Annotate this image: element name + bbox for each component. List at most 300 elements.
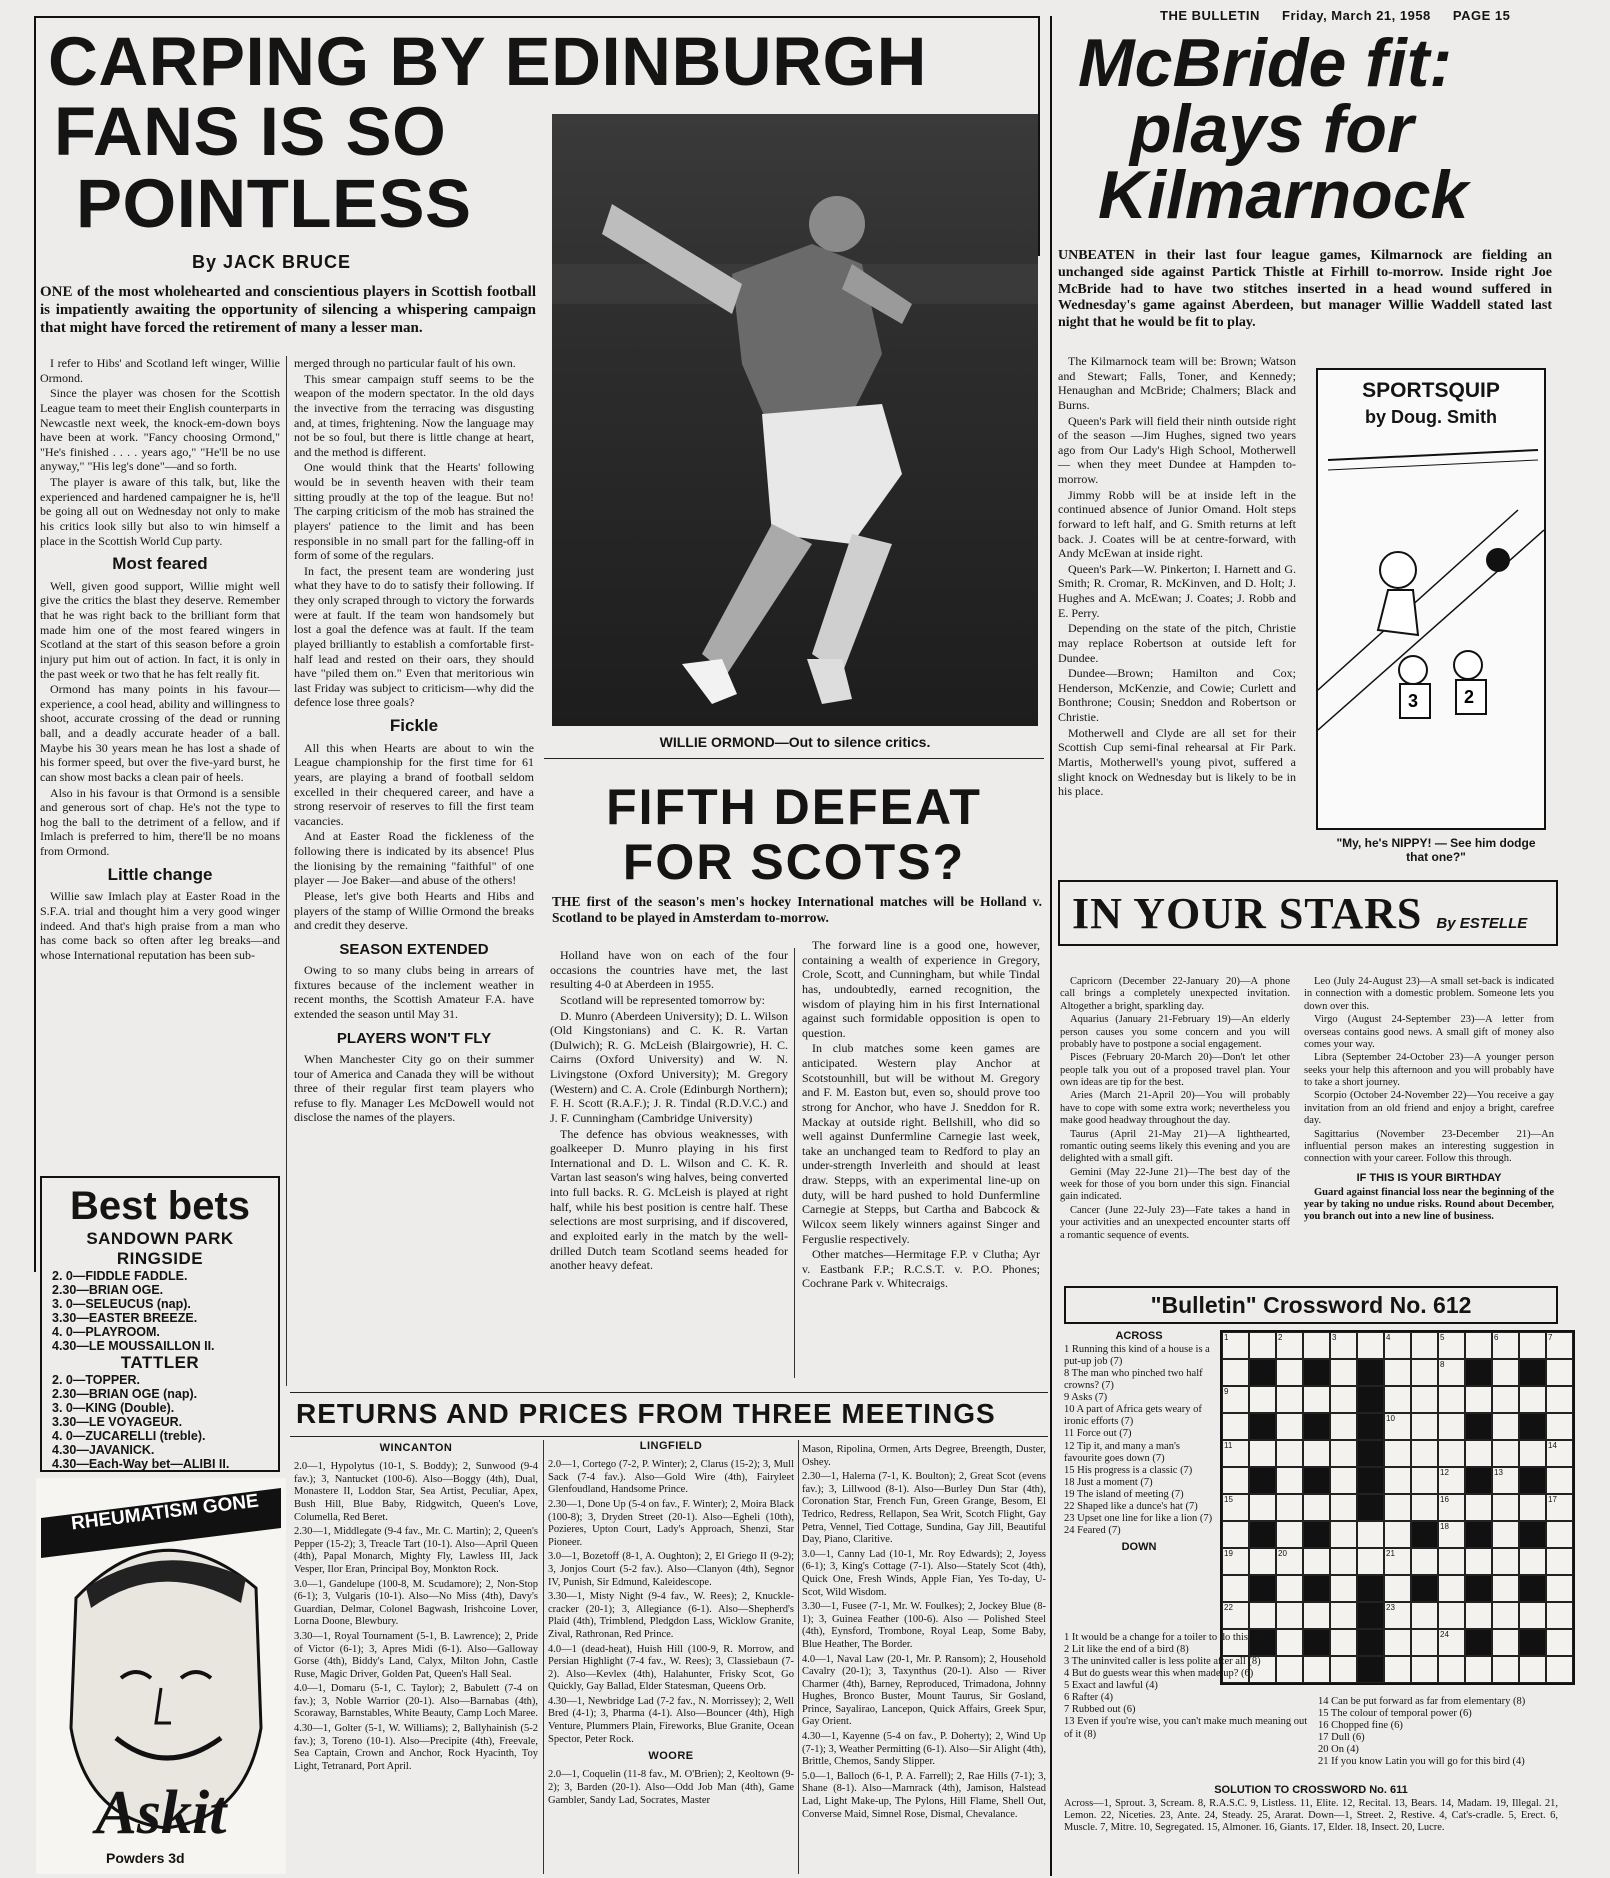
- crossword-cell[interactable]: [1249, 1440, 1276, 1467]
- horoscope: Pisces (February 20-March 20)—Don't let other people talk you out of a proposed travel plan. Your own ideas are tip for the best.: [1060, 1052, 1290, 1088]
- crossword-cell[interactable]: [1222, 1494, 1249, 1521]
- crossword-clue-number: 16: [1440, 1495, 1449, 1504]
- crossword-cell[interactable]: [1330, 1629, 1357, 1656]
- crossword-cell[interactable]: [1438, 1629, 1465, 1656]
- crossword-cell[interactable]: [1438, 1332, 1465, 1359]
- lead-paragraph: Please, let's give both Hearts and Hibs and players of the stamp of Willie Ormond the breaks and credit they deserve.: [294, 888, 534, 933]
- crossword-black-square: [1357, 1413, 1384, 1440]
- race-result: 3.0—1, Bozetoff (8-1, A. Oughton); 2, El Griego II (9-2); 3, Jonjos Court (5-2 fav.). Also—Clanyon (4th), Segnor IV, Punish, Sir Edmund, Kaleidescope.: [548, 1551, 794, 1588]
- down-clue: 4 But do guests wear this when made up? (6): [1064, 1668, 1254, 1680]
- tip: 3.30—LE VOYAGEUR.: [52, 1415, 183, 1429]
- lead-paragraph: All this when Hearts are about to win the League championship for the first time for 61 years, are playing a brand of football seldom excelled in their chequered career, and have a strong reservoir of reserves to fill the first team vacancies.: [294, 740, 534, 828]
- crossword-cell[interactable]: [1492, 1656, 1519, 1683]
- mcbride-line-3: Kilmarnock: [1098, 157, 1469, 233]
- crossword-cell[interactable]: [1411, 1602, 1438, 1629]
- crossword-cell[interactable]: [1384, 1413, 1411, 1440]
- crossword-cell[interactable]: [1546, 1359, 1573, 1386]
- sportsquip-caption: "My, he's NIPPY! — See him dodge that one?": [1336, 836, 1536, 864]
- crossword-cell[interactable]: [1330, 1413, 1357, 1440]
- stars-right-column: [1304, 976, 1554, 1225]
- tip: 4.30—Each-Way bet—ALIBI II.: [52, 1457, 230, 1471]
- crossword-cell[interactable]: [1546, 1656, 1573, 1683]
- crossword-cell[interactable]: [1519, 1656, 1546, 1683]
- crossword-cell[interactable]: [1222, 1413, 1249, 1440]
- askit-footer: Powders 3d: [106, 1850, 185, 1866]
- crossword-cell[interactable]: [1330, 1332, 1357, 1359]
- crossword-cell[interactable]: [1492, 1494, 1519, 1521]
- crossword-cell[interactable]: [1276, 1467, 1303, 1494]
- race-result: 4.30—1, Golter (5-1, W. Williams); 2, Ballyhainish (5-2 fav.); 3, Toreno (10-1). Also—Precipite (4th), Freevale, Sea Captain, Crown and Anchor, Rock Hyacinth, Toy Light, Tetranard, Port April.: [294, 1723, 538, 1772]
- down-clue: 6 Rafter (4): [1064, 1692, 1113, 1704]
- crossword-cell[interactable]: [1303, 1440, 1330, 1467]
- best-bets-title: Best bets: [69, 1184, 251, 1228]
- crossword-cell[interactable]: [1357, 1332, 1384, 1359]
- crossword-black-square: [1249, 1521, 1276, 1548]
- masthead: [1160, 8, 1550, 23]
- crossword-cell[interactable]: [1519, 1548, 1546, 1575]
- down-head: DOWN: [1121, 1541, 1157, 1553]
- race-result: 4.30—1, Kayenne (5-4 on fav., P. Doherty); 2, Wind Up (7-1); 3, Weather Permitting (6-1). Also—Sir Alight (4th), Brittle, Chemos, Sandy Slipper.: [802, 1731, 1046, 1768]
- race-result: 3.30—1, Fusee (7-1, Mr. W. Foulkes); 2, Jockey Blue (8-1); 3, Guinea Feather (100-6). Also — Polished Steel (4th), Eynsford, Trombone, Royal Leap, Some Baby, Blue Heather, The Border.: [802, 1601, 1046, 1650]
- horoscope: Scorpio (October 24-November 22)—You receive a gay invitation from an old friend and enjoy a bright, carefree day.: [1304, 1090, 1554, 1127]
- crossword-cell[interactable]: [1411, 1656, 1438, 1683]
- crossword-black-square: [1465, 1467, 1492, 1494]
- mcbride-paragraph: Depending on the state of the pitch, Christie may replace Robertson at outside left for Dundee.: [1058, 621, 1296, 665]
- crossword-cell[interactable]: [1438, 1386, 1465, 1413]
- crossword-cell[interactable]: [1438, 1656, 1465, 1683]
- lead-paragraph: And at Easter Road the fickleness of the following there is indicated by its absence! Plus the lionising by the remaining "faithful" of one player — Joe Baker—and abuse of the others!: [294, 829, 534, 888]
- crossword-black-square: [1519, 1359, 1546, 1386]
- crossword-black-square: [1303, 1413, 1330, 1440]
- lead-headline-2: [54, 93, 554, 170]
- sportsquip-cartoon: [1316, 368, 1546, 830]
- crossword-cell[interactable]: [1303, 1602, 1330, 1629]
- crossword-cell[interactable]: [1249, 1386, 1276, 1413]
- returns-headline: RETURNS AND PRICES FROM THREE MEETINGS: [296, 1398, 996, 1429]
- crossword-clues-left: [1064, 1328, 1214, 1555]
- crossword-cell[interactable]: [1411, 1413, 1438, 1440]
- crossword-cell[interactable]: [1276, 1602, 1303, 1629]
- crossword-cell[interactable]: [1384, 1494, 1411, 1521]
- column-rule: [798, 1440, 799, 1874]
- stars-byline: By ESTELLE: [1436, 915, 1528, 932]
- hockey-paragraph: Scotland will be represented tomorrow by:: [560, 992, 765, 1007]
- crossword-cell[interactable]: [1492, 1548, 1519, 1575]
- crossword-cell[interactable]: [1384, 1467, 1411, 1494]
- crossword-cell[interactable]: [1330, 1521, 1357, 1548]
- crossword-cell[interactable]: [1438, 1359, 1465, 1386]
- crossword-black-square: [1411, 1521, 1438, 1548]
- crossword-cell[interactable]: [1249, 1602, 1276, 1629]
- across-clue: 8 The man who pinched two half crowns? (7): [1064, 1368, 1203, 1392]
- crossword-clue-number: 3: [1332, 1333, 1337, 1342]
- crossword-cell[interactable]: [1384, 1575, 1411, 1602]
- down-clue: 7 Rubbed out (6): [1064, 1704, 1136, 1716]
- sportsquip-author: by Doug. Smith: [1365, 407, 1497, 427]
- race-result: 2.0—1, Coquelin (11-8 fav., M. O'Brien); 2, Keoltown (9-2); 3, Barden (20-1). Also—Odd Job Man (4th), Game Gambler, Sandy Lad, Socrates, Master: [548, 1769, 794, 1806]
- crossword-title-box: [1064, 1286, 1558, 1324]
- down-clue: 13 Even if you're wise, you can't make much meaning out of it (8): [1064, 1716, 1308, 1740]
- crossword-cell[interactable]: [1546, 1575, 1573, 1602]
- lead-paragraph: Since the player was chosen for the Scottish League team to meet their English counterparts in Newcastle next week, the knock-em-down boys have been at work. "Fancy choosing Ormond," "He's finished . . . . years ago," "He'll be no use anyway," "His leg's done"—and so forth.: [40, 386, 280, 474]
- across-clue: 18 Just a moment (7): [1064, 1476, 1153, 1488]
- crossword-clue-number: 20: [1278, 1549, 1287, 1558]
- crossword-cell[interactable]: [1411, 1332, 1438, 1359]
- birthday-head: IF THIS IS YOUR BIRTHDAY: [1356, 1171, 1502, 1184]
- crossword-cell[interactable]: [1222, 1467, 1249, 1494]
- horoscope: Cancer (June 22-July 23)—Fate takes a hand in your activities and an unexpected encounter starts off a romantic sequence of events.: [1060, 1204, 1290, 1241]
- crossword-cell[interactable]: [1492, 1575, 1519, 1602]
- crossword-black-square: [1303, 1521, 1330, 1548]
- across-head: ACROSS: [1115, 1330, 1163, 1342]
- season-extended-text: Owing to so many clubs being in arrears of fixtures because of the inclement weather in recent months, the Scottish Amateur F.A. have extended the season until May 31.: [294, 963, 534, 1022]
- crossword-black-square: [1357, 1494, 1384, 1521]
- crossword-cell[interactable]: [1303, 1386, 1330, 1413]
- crossword-cell[interactable]: [1492, 1521, 1519, 1548]
- across-clue: 12 Tip it, and many a man's favourite goes down (7): [1064, 1440, 1180, 1464]
- crossword-cell[interactable]: [1384, 1521, 1411, 1548]
- crossword-clue-number: 2: [1278, 1333, 1283, 1342]
- tip: 2.30—BRIAN OGE.: [52, 1283, 164, 1297]
- crossword-cell[interactable]: [1276, 1521, 1303, 1548]
- issue-date: Friday, March 21, 1958: [1282, 8, 1431, 23]
- solution-text: Across—1, Sprout. 3, Scream. 8, R.A.S.C. 9, Listless. 11, Elite. 12, Recital. 13, Bears. 14, Madam. 19, Illegal. 21, Lemon. 22, Niceties. 23, Ante. 24, Steady. 25, Ararat. Down—1, Street. 2, Restive. 4, Cat's-cradle. 5, Erect. 6, Muscle. 7, Mitre. 10, Segregated. 15, Almoner. 16, Giants. 17, Elder. 18, Insect. 20, Lucre.: [1064, 1798, 1558, 1834]
- tip: 2.30—BRIAN OGE (nap).: [52, 1387, 198, 1401]
- crossword-cell[interactable]: [1384, 1440, 1411, 1467]
- byline: By JACK BRUCE: [192, 252, 352, 272]
- crossword-cell[interactable]: [1492, 1602, 1519, 1629]
- crossword-cell[interactable]: [1438, 1602, 1465, 1629]
- crossword-cell[interactable]: [1438, 1548, 1465, 1575]
- crossword-cell[interactable]: [1465, 1494, 1492, 1521]
- crossword-clue-number: 24: [1440, 1630, 1449, 1639]
- crossword-clue-number: 14: [1548, 1441, 1557, 1450]
- crossword-cell[interactable]: [1276, 1386, 1303, 1413]
- tip: 4.30—JAVANICK.: [52, 1443, 155, 1457]
- hockey-paragraph: Holland have won on each of the four occasions the countries have met, the last resulting 4-0 at Aberdeen in 1955.: [550, 948, 788, 992]
- crossword-black-square: [1357, 1359, 1384, 1386]
- crossword-cell[interactable]: [1492, 1332, 1519, 1359]
- mcbride-body: [1058, 354, 1296, 800]
- crossword-cell[interactable]: [1330, 1440, 1357, 1467]
- stars-left-column: [1060, 976, 1290, 1243]
- crossword-cell[interactable]: [1411, 1386, 1438, 1413]
- crossword-clue-number: 15: [1224, 1495, 1233, 1504]
- mcbride-paragraph: Motherwell and Clyde are all set for their Scottish Cup semi-final rehearsal at Fir Park. Martis, Motherwell's young pivot, suffered a slight knock on Wednesday but is likely to be in his place.: [1058, 725, 1296, 799]
- tipster-ringside: RINGSIDE: [116, 1249, 204, 1268]
- players-wont-fly-text: When Manchester City go on their summer tour of America and Canada they will be without three of their regular first team players who refuse to fly. Manager Les McDowell would not disclose the names of the players.: [294, 1051, 534, 1125]
- crossword-cell[interactable]: [1357, 1548, 1384, 1575]
- crossword-cell[interactable]: [1546, 1332, 1573, 1359]
- down-clue: 14 Can be put forward as far from elementary (8): [1318, 1696, 1526, 1707]
- crossword-cell[interactable]: [1330, 1494, 1357, 1521]
- race-result: 4.0—1, Domaru (5-1, C. Taylor); 2, Babulett (7-4 on fav.); 3, Noble Warrior (20-1). Also—Barnabas (4th), Scoraway, Barnstables, White Beauty, Camp Loch Maree.: [294, 1683, 538, 1720]
- crossword-cell[interactable]: [1492, 1467, 1519, 1494]
- mcbride-paragraph: Jimmy Robb will be at inside left in the continued absence of Junior Omand. Holt steps forward to left half, and G. Smith returns at left back. J. Coates will be at centre-forward, with Andy McEwan at inside right.: [1058, 487, 1296, 561]
- crossword-cell[interactable]: [1276, 1413, 1303, 1440]
- lead-paragraph: One would think that the Hearts' following would be in seventh heaven with their team sitting proudly at the top of the league. But no! The carping criticism of the mob has strained the players' patience to the limit and has been responsible in no small part for the falling-off in form of some of the regulars.: [294, 460, 534, 563]
- stars-title: IN YOUR STARS: [1072, 889, 1423, 938]
- down-clue: 3 The uninvited caller is less polite after all (8): [1064, 1656, 1261, 1668]
- crossword-cell[interactable]: [1384, 1656, 1411, 1683]
- best-bets-box: [40, 1176, 280, 1472]
- across-clue: 23 Upset one line for like a lion (7): [1064, 1512, 1213, 1524]
- crossword-black-square: [1465, 1413, 1492, 1440]
- crossword-cell[interactable]: [1330, 1359, 1357, 1386]
- down-clue: 1 It would be a change for a toiler to do this (6): [1064, 1632, 1263, 1643]
- crossword-cell[interactable]: [1384, 1386, 1411, 1413]
- subhead-most-feared: Most feared: [112, 554, 208, 574]
- crossword-cell[interactable]: [1546, 1467, 1573, 1494]
- crossword-cell[interactable]: [1492, 1629, 1519, 1656]
- crossword-cell[interactable]: [1303, 1548, 1330, 1575]
- across-clue: 1 Running this kind of a house is a put-up job (7): [1064, 1344, 1210, 1368]
- crossword-cell[interactable]: [1465, 1656, 1492, 1683]
- crossword-cell[interactable]: [1465, 1602, 1492, 1629]
- crossword-cell[interactable]: [1249, 1548, 1276, 1575]
- lead-paragraph: merged through no particular fault of his own.: [294, 356, 516, 370]
- tip: 3. 0—KING (Double).: [52, 1401, 175, 1415]
- crossword-cell[interactable]: [1222, 1575, 1249, 1602]
- crossword-black-square: [1357, 1629, 1384, 1656]
- meeting-wincanton: WINCANTON: [379, 1442, 453, 1454]
- mcbride-paragraph: Queen's Park will field their ninth outside right of the season —Jim Hughes, signed two years ago from Our Lady's High School, Motherwell — when they meet Dundee at Hampden to-morrow.: [1058, 413, 1296, 486]
- lead-paragraph: In fact, the present team are wondering just what they have to do to satisfy their following. If they only scraped through to victory the forwards were at fault. If the team won handsomely but lost a goal the defence was at fault. If the team played brilliantly to establish a comfortable first-half lead and rested on their oars, they should have "piled them on." Even that meritorious win last Friday was subject to criticism—why did the defence lose three goals?: [294, 563, 534, 710]
- crossword-cell[interactable]: [1303, 1494, 1330, 1521]
- crossword-cell[interactable]: [1276, 1332, 1303, 1359]
- wincanton-column: [294, 1442, 538, 1775]
- headline-line-1: CARPING BY EDINBURGH: [48, 23, 927, 100]
- crossword-solution: [1064, 1782, 1558, 1834]
- cartoon-drawing: [1318, 430, 1544, 750]
- crossword-cell[interactable]: [1519, 1386, 1546, 1413]
- crossword-cell[interactable]: [1222, 1548, 1249, 1575]
- crossword-cell[interactable]: [1330, 1602, 1357, 1629]
- crossword-cell[interactable]: [1330, 1656, 1357, 1683]
- crossword-cell[interactable]: [1222, 1386, 1249, 1413]
- crossword-cell[interactable]: [1330, 1575, 1357, 1602]
- crossword-cell[interactable]: [1249, 1332, 1276, 1359]
- crossword-cell[interactable]: [1492, 1413, 1519, 1440]
- crossword-clue-number: 22: [1224, 1603, 1233, 1612]
- crossword-cell[interactable]: [1465, 1440, 1492, 1467]
- crossword-cell[interactable]: [1546, 1413, 1573, 1440]
- crossword-cell[interactable]: [1357, 1521, 1384, 1548]
- crossword-cell[interactable]: [1465, 1386, 1492, 1413]
- race-result: 2.30—1, Middlegate (9-4 fav., Mr. C. Martin); 2, Queen's Pepper (15-2); 3, Treacle Tart (10-1). Also—April Queen (4th), Papal Monarch, Mighty Fly, Lawless III, Jack Vesper, Ilor Eran, Principal Boy, Monkton Rock.: [294, 1526, 538, 1575]
- lead-headline-3: [76, 165, 556, 242]
- meeting-woore: WOORE: [648, 1750, 694, 1763]
- crossword-black-square: [1249, 1575, 1276, 1602]
- crossword-cell[interactable]: [1492, 1359, 1519, 1386]
- crossword-cell[interactable]: [1249, 1494, 1276, 1521]
- lead-paragraph: The player is aware of this talk, but, like the experienced and hardened campaigner he is, he'll be going all out on Wednesday not only to make his critics look silly but also to win himself a place in the Scottish World Cup party.: [40, 475, 280, 548]
- race-result: 3.30—1, Royal Tournament (5-1, B. Lawrence); 2, Pride of Victor (6-1); 3, Apres Midi (6-1). Also—Galloway Gorse (4th), Biddy's Land, Calyx, Milton John, Castle Ruse, Magic Driver, Golden Pat, Queen's Hall Seal.: [294, 1630, 538, 1680]
- hockey-paragraph: Other matches—Hermitage F.P. v Clutha; Ayr v. Eastbank F.P.; R.C.S.T. v. P.O. Phones; Cochrane Park v. Whitecraigs.: [802, 1247, 1040, 1291]
- crossword-cell[interactable]: [1276, 1494, 1303, 1521]
- crossword-clue-number: 19: [1224, 1549, 1233, 1558]
- tip: 2. 0—TOPPER.: [52, 1373, 140, 1387]
- crossword-cell[interactable]: [1222, 1332, 1249, 1359]
- crossword-cell[interactable]: [1276, 1359, 1303, 1386]
- crossword-clue-number: 7: [1548, 1333, 1553, 1342]
- race-result: 2.0—1, Cortego (7-2, P. Winter); 2, Clarus (15-2); 3, Mull Sack (7-4 fav.). Also—Gold Wire (4th), Fairyleet Glenfoudland, Handsome Prince.: [548, 1459, 794, 1496]
- subhead-fickle: Fickle: [389, 716, 439, 735]
- column-rule: [794, 948, 795, 1378]
- crossword-black-square: [1519, 1467, 1546, 1494]
- crossword-cell[interactable]: [1411, 1440, 1438, 1467]
- horoscope: Leo (July 24-August 23)—A small set-back is indicated in connection with a domestic problem. Someone lets you down over this.: [1304, 976, 1554, 1012]
- crossword-cell[interactable]: [1222, 1602, 1249, 1629]
- subhead-little-change: Little change: [107, 864, 213, 884]
- crossword-cell[interactable]: [1546, 1386, 1573, 1413]
- season-extended-head: SEASON EXTENDED: [339, 940, 489, 958]
- crossword-cell[interactable]: [1546, 1629, 1573, 1656]
- crossword-cell[interactable]: [1384, 1629, 1411, 1656]
- down-clue: 15 The colour of temporal power (6): [1318, 1708, 1472, 1720]
- crossword-cell[interactable]: [1330, 1467, 1357, 1494]
- crossword-clue-number: 11: [1224, 1441, 1233, 1450]
- crossword-cell[interactable]: [1330, 1548, 1357, 1575]
- crossword-down-right: [1318, 1696, 1558, 1768]
- solution-head: SOLUTION TO CROSSWORD No. 611: [1214, 1784, 1408, 1796]
- svg-text:3: 3: [1408, 691, 1419, 711]
- crossword-black-square: [1303, 1467, 1330, 1494]
- lingfield-column: [548, 1440, 794, 1809]
- crossword-cell[interactable]: [1276, 1440, 1303, 1467]
- hockey-column-1: [550, 948, 788, 1274]
- across-clue: 24 Feared (7): [1064, 1524, 1121, 1536]
- crossword-cell[interactable]: [1546, 1440, 1573, 1467]
- tip: 4.30—LE MOUSSAILLON II.: [52, 1339, 215, 1353]
- photo-rule: [544, 758, 1044, 759]
- crossword-cell[interactable]: [1519, 1440, 1546, 1467]
- fifth-defeat-headline: [544, 780, 1044, 890]
- crossword-cell[interactable]: [1438, 1413, 1465, 1440]
- tip: 4. 0—ZUCARELLI (treble).: [52, 1429, 206, 1443]
- race-result: 2.30—1, Done Up (5-4 on fav., F. Winter); 2, Moira Black (100-8); 3, Dryden Street (20-1). Also—Egheli (10th), Pozieres, Upton Court, Lady's Approach, Shenzi, Star Pioneer.: [548, 1498, 794, 1548]
- crossword-clue-number: 4: [1386, 1333, 1391, 1342]
- crossword-cell[interactable]: [1546, 1602, 1573, 1629]
- crossword-cell[interactable]: [1519, 1602, 1546, 1629]
- crossword-cell[interactable]: [1222, 1440, 1249, 1467]
- crossword-cell[interactable]: [1411, 1359, 1438, 1386]
- crossword-cell[interactable]: [1384, 1359, 1411, 1386]
- lead-paragraph: Ormond has many points in his favour—experience, a cool head, ability and willingness to shoot, accurate crossing of the dead or running ball, and a deadly accurate header of a ball. Maybe his 30 years mean he has lost a shade of his former speed, but over the five-yard burst, he can show most backs a clean pair of heels.: [40, 682, 280, 784]
- across-clue: 22 Shaped like a dunce's hat (7): [1064, 1500, 1198, 1512]
- tip: 3. 0—SELEUCUS (nap).: [52, 1297, 191, 1311]
- column-rule: [543, 1440, 544, 1874]
- across-clue: 19 The island of meeting (7): [1064, 1488, 1184, 1500]
- horoscope: Virgo (August 24-September 23)—A letter from overseas contains good news. A small gift of money also comes your way.: [1304, 1014, 1554, 1050]
- page-column-rule: [1050, 16, 1052, 1876]
- crossword-black-square: [1465, 1575, 1492, 1602]
- crossword-cell[interactable]: [1492, 1386, 1519, 1413]
- mcbride-headline: [1078, 25, 1608, 233]
- crossword-black-square: [1357, 1602, 1384, 1629]
- crossword-cell[interactable]: [1546, 1548, 1573, 1575]
- lead-paragraph: Willie saw Imlach play at Easter Road in the S.F.A. trial and thought him a very good winger indeed. And that's high praise from a man who has come back so often after leg breaks—and whose International reputation has been sub-: [40, 889, 280, 962]
- hockey-column-2: [802, 938, 1040, 1292]
- crossword-black-square: [1357, 1656, 1384, 1683]
- hockey-intro: THE first of the season's men's hockey International matches will be Holland v. Scotland to be played in Amsterdam to-morrow.: [552, 894, 1042, 926]
- crossword-cell[interactable]: [1492, 1440, 1519, 1467]
- headline-line-3: POINTLESS: [76, 165, 472, 242]
- crossword-cell[interactable]: [1438, 1494, 1465, 1521]
- crossword-black-square: [1519, 1575, 1546, 1602]
- crossword-cell[interactable]: [1438, 1467, 1465, 1494]
- tipster-tattler: TATTLER: [120, 1353, 200, 1372]
- crossword-cell[interactable]: [1384, 1332, 1411, 1359]
- down-clue: 21 If you know Latin you will go for this bird (4): [1318, 1756, 1525, 1768]
- down-clue: 16 Chopped fine (6): [1318, 1720, 1403, 1732]
- crossword-cell[interactable]: [1384, 1548, 1411, 1575]
- crossword-black-square: [1249, 1359, 1276, 1386]
- crossword-cell[interactable]: [1438, 1575, 1465, 1602]
- crossword-cell[interactable]: [1546, 1521, 1573, 1548]
- crossword-black-square: [1249, 1467, 1276, 1494]
- crossword-cell[interactable]: [1330, 1386, 1357, 1413]
- sportsquip-title: SPORTSQUIP: [1362, 379, 1500, 402]
- lead-paragraph: I refer to Hibs' and Scotland left winger, Willie Ormond.: [40, 356, 280, 385]
- crossword-clue-number: 10: [1386, 1414, 1395, 1423]
- crossword-cell[interactable]: [1303, 1332, 1330, 1359]
- crossword-cell[interactable]: [1411, 1548, 1438, 1575]
- crossword-black-square: [1465, 1521, 1492, 1548]
- crossword-cell[interactable]: [1465, 1548, 1492, 1575]
- across-clue: 15 His progress is a classic (7): [1064, 1464, 1193, 1476]
- crossword-black-square: [1357, 1575, 1384, 1602]
- crossword-cell[interactable]: [1411, 1629, 1438, 1656]
- down-clue: 2 Lit like the end of a bird (8): [1064, 1644, 1189, 1656]
- returns-rule: [290, 1392, 1048, 1393]
- crossword-clue-number: 6: [1494, 1333, 1499, 1342]
- crossword-cell[interactable]: [1438, 1440, 1465, 1467]
- crossword-cell[interactable]: [1276, 1548, 1303, 1575]
- crossword-black-square: [1519, 1413, 1546, 1440]
- lead-paragraph: Well, given good support, Willie might well give the critics the blast they deserve. Remember that he was right back to the brilliant form that made him one of the most feared wingers in Scotland at the start of this season before a groin injury put him out of action. In fact, it is only in the past week or two that he has felt really fit.: [40, 578, 280, 681]
- crossword-cell[interactable]: [1546, 1494, 1573, 1521]
- down-clue: 17 Dull (6): [1318, 1732, 1365, 1744]
- crossword-cell[interactable]: [1222, 1359, 1249, 1386]
- race-result: 4.0—1 (dead-heat), Huish Hill (100-9, R. Morrow, and Persian Highlight (7-4 fav., W. Rees); 3, Classiebaun (7-2). Also—Kevlex (4th), Halahunter, Frisky Scot, Go Quickly, Gay Ballad, Elder Statesman, Queens Orb.: [548, 1643, 794, 1693]
- crossword-cell[interactable]: [1411, 1494, 1438, 1521]
- lead-intro: ONE of the most wholehearted and conscientious players in Scottish football is impatiently awaiting the opportunity of silencing a whispering campaign that might have forced the retirement of many a lesser man.: [40, 284, 536, 336]
- crossword-cell[interactable]: [1519, 1332, 1546, 1359]
- crossword-cell[interactable]: [1276, 1575, 1303, 1602]
- crossword-cell[interactable]: [1519, 1494, 1546, 1521]
- across-clue: 10 A part of Africa gets weary of ironic efforts (7): [1064, 1404, 1202, 1428]
- crossword-clue-number: 17: [1548, 1495, 1557, 1504]
- crossword-black-square: [1249, 1413, 1276, 1440]
- mcbride-line-1: McBride fit:: [1078, 25, 1452, 101]
- horoscope: Aquarius (January 21-February 19)—An elderly person causes you some concern and you will probably have to postpone a social engagement.: [1060, 1014, 1290, 1050]
- birthday-text: Guard against financial loss near the beginning of the year by taking no undue risks. Round about December, you branch out into a new line of business.: [1304, 1186, 1554, 1223]
- crossword-cell[interactable]: [1222, 1521, 1249, 1548]
- crossword-title: "Bulletin" Crossword No. 612: [1150, 1292, 1472, 1318]
- crossword-cell[interactable]: [1465, 1332, 1492, 1359]
- tip: 4. 0—PLAYROOM.: [52, 1325, 160, 1339]
- crossword-cell[interactable]: [1411, 1467, 1438, 1494]
- football-player-image: [552, 114, 1038, 726]
- tip: 2. 0—FIDDLE FADDLE.: [52, 1269, 188, 1283]
- crossword-clue-number: 5: [1440, 1333, 1445, 1342]
- crossword-cell[interactable]: [1438, 1521, 1465, 1548]
- crossword-clue-number: 18: [1440, 1522, 1449, 1531]
- stars-banner: [1058, 880, 1558, 946]
- lead-paragraph: This smear campaign stuff seems to be the weapon of the modern spectator. In the old days the invective from the terracing was disgusting and, at times, frightening. Now the language may not be so foul, but there is little change at heart, and the method is different.: [294, 371, 534, 459]
- crossword-cell[interactable]: [1384, 1602, 1411, 1629]
